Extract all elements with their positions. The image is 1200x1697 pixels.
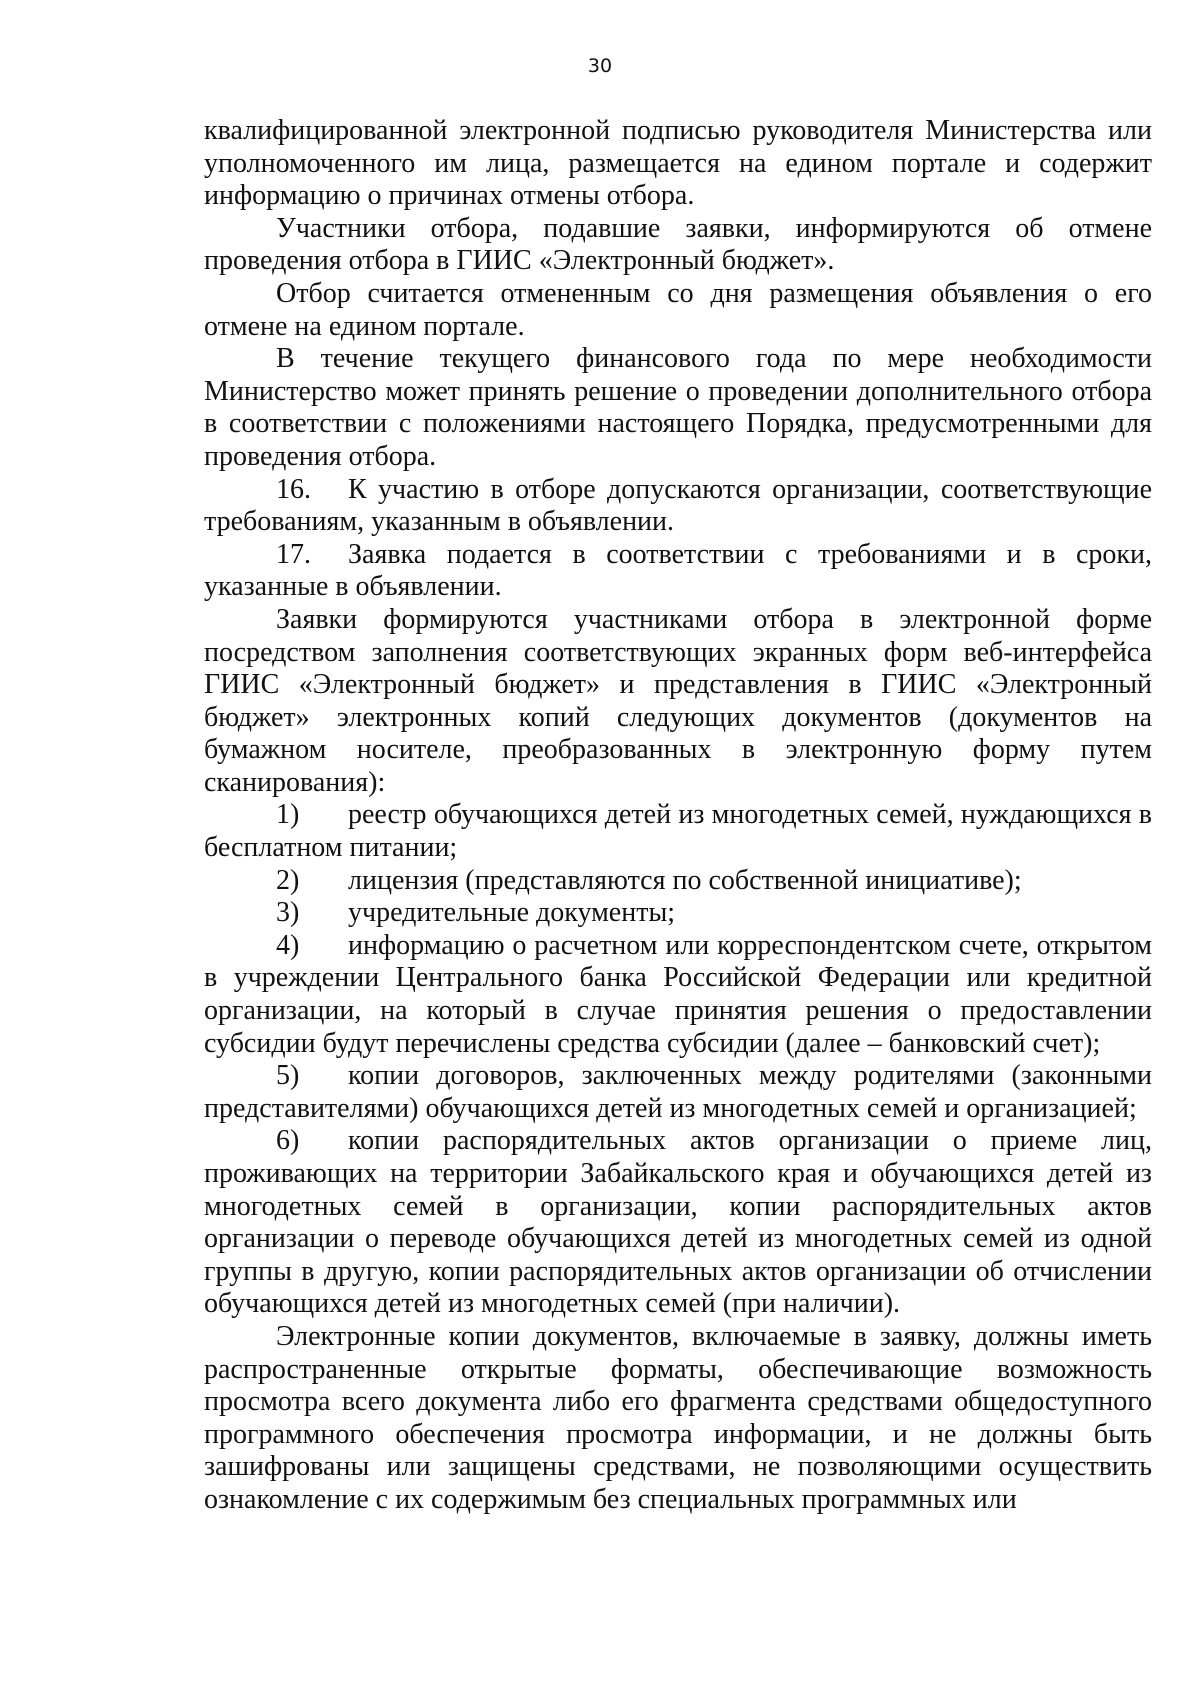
list-item-text: реестр обучающихся детей из многодетных семей, нуждающихся в бесплатном питании; — [204, 799, 1152, 864]
list-item-5 — [204, 1060, 1152, 1125]
list-item-number: 5) — [276, 1060, 300, 1092]
paragraph-continuation: квалифицированной электронной подписью руководителя Министерства или уполномоченного им лица, размещается на едином портале и содержит информацию о причинах отмены отбора. — [204, 115, 1152, 212]
list-item-3 — [204, 897, 1152, 930]
clause-16 — [204, 474, 1152, 539]
list-item-2 — [204, 865, 1152, 898]
list-item-number: 2) — [276, 864, 300, 896]
list-item-4 — [204, 930, 1152, 1060]
clause-text: Заявка подается в соответствии с требованиями и в сроки, указанные в объявлении. — [204, 538, 1152, 603]
list-item-number: 6) — [276, 1125, 300, 1157]
list-item-number: 3) — [276, 897, 300, 929]
list-item-number: 4) — [276, 929, 300, 961]
paragraph-selection-cancelled: Отбор считается отмененным со дня размещения объявления о его отмене на едином портале. — [204, 277, 1152, 342]
clause-number: 17. — [276, 538, 311, 570]
clause-17 — [204, 539, 1152, 604]
list-item-text: копии договоров, заключенных между родителями (законными представителями) обучающихся детей из многодетных семей и организацией; — [204, 1060, 1152, 1124]
list-item-text: копии распорядительных актов организации о приеме лиц, проживающих на территории Забайкальского края и обучающихся детей из многодетных семей в организации, копии распорядительных актов организации о переводе обучающихся детей из многодетных семей из одной группы в другую, копии распорядительных актов организации об отчислении обучающихся детей из многодетных семей (при наличии). — [204, 1125, 1152, 1320]
document-body — [204, 115, 1152, 1517]
paragraph-additional-selection: В течение текущего финансового года по мере необходимости Министерство может принять решение о проведении дополнительного отбора в соответствии с положениями настоящего Порядка, предусмотренными для проведения отбора. — [204, 343, 1152, 472]
list-item-text: лицензия (представляются по собственной инициативе); — [348, 864, 1022, 896]
paragraph-participants-informed: Участники отбора, подавшие заявки, информируются об отмене проведения отбора в ГИИС «Электронный бюджет». — [204, 212, 1152, 277]
paragraph-application-intro: Заявки формируются участниками отбора в электронной форме посредством заполнения соответствующих экранных форм веб-интерфейса ГИИС «Электронный бюджет» и представления в ГИИС «Электронный бюджет» электронных копий следующих документов (документов на бумажном носителе, преобразованных в электронную форму путем сканирования): — [204, 603, 1152, 798]
clause-number: 16. — [276, 473, 311, 505]
list-item-6 — [204, 1125, 1152, 1321]
page-number: 30 — [587, 55, 613, 77]
paragraph-electronic-copies: Электронные копии документов, включаемые в заявку, должны иметь распространенные открытые форматы, обеспечивающие возможность просмотра всего документа либо его фрагмента средствами общедоступного программного обеспечения просмотра информации, и не должны быть зашифрованы или защищены средствами, не позволяющими осуществить ознакомление с их содержимым без специальных программных или — [204, 1320, 1152, 1515]
list-item-number: 1) — [276, 799, 300, 831]
clause-text: К участию в отборе допускаются организации, соответствующие требованиям, указанным в объявлении. — [204, 473, 1152, 538]
list-item-text: учредительные документы; — [348, 897, 676, 929]
list-item-1 — [204, 799, 1152, 864]
list-item-text: информацию о расчетном или корреспондентском счете, открытом в учреждении Центрального банка Российской Федерации или кредитной организации, на который в случае принятия решения о предоставлении субсидии будут перечислены средства субсидии (далее – банковский счет); — [204, 929, 1152, 1059]
